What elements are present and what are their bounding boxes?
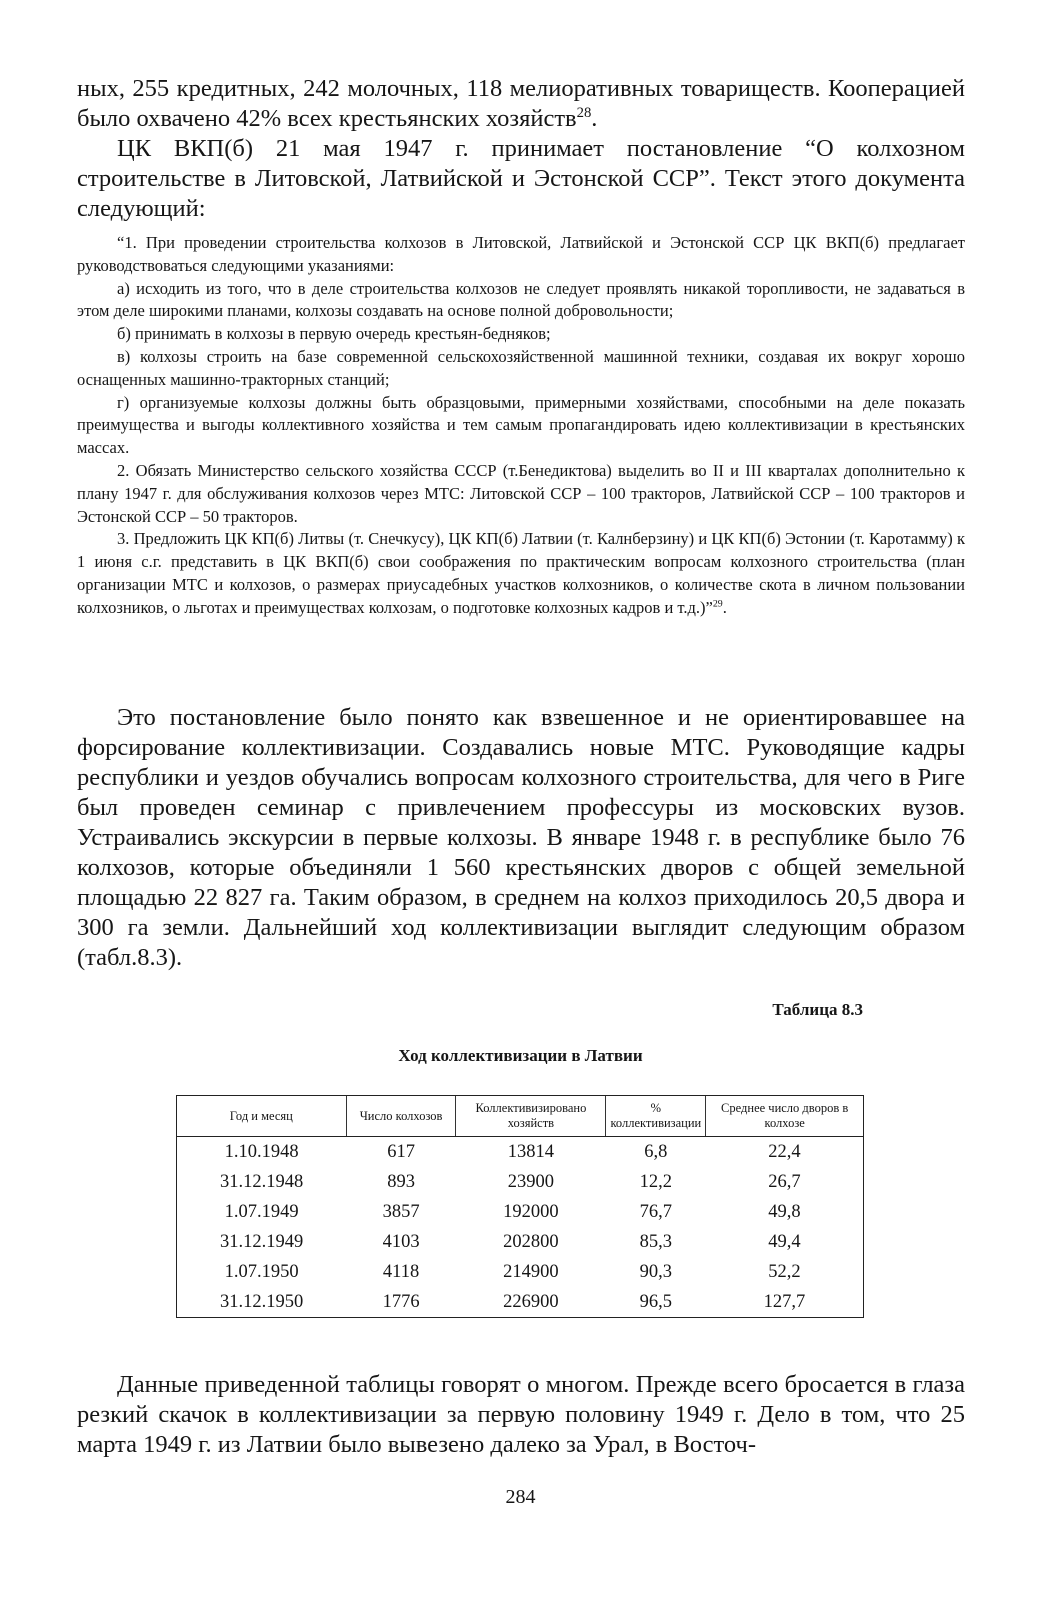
cell-percent: 85,3 <box>639 1231 673 1252</box>
page-number: 284 <box>505 1486 536 1508</box>
footnote-ref[interactable]: 29 <box>712 598 723 610</box>
paragraph-analysis: Это постановление было понято как взвешенное и не ориентировавшее на форсирование коллективизации. Создавались новые МТС. Руководящие кадры республики и уездов обучались вопросам колхозного строительства, для чего в Риге был проведен семинар с привлечением профессуры из московских вузов. Устраивались экскурсии в первые колхозы. В январе 1948 г. в республике было 76 колхозов, которые объединяли 1 560 крестьянских дворов с общей земельной площадью 22 827 га. Таким образом, в среднем на колхоз приходилось 20,5 двора и 300 га земли. Дальнейший ход коллективизации выглядит следующим образом (табл.8.3). <box>77 704 965 971</box>
cell-farms: 23900 <box>507 1171 555 1192</box>
cell-date: 1.07.1949 <box>177 1197 347 1227</box>
cell-average: 127,7 <box>706 1287 864 1318</box>
cell-farms: 214900 <box>503 1261 559 1282</box>
cell-average: 49,8 <box>706 1197 864 1227</box>
cell-percent: 6,8 <box>644 1141 668 1162</box>
table-row <box>177 1257 864 1287</box>
conclusion-text-block <box>77 1370 965 1460</box>
quote-item-a: а) исходить из того, что в деле строительства колхозов не следует проявлять никакой торопливости, не задаваться в этом деле широкими планами, колхозы создавать на основе полной добровольности; <box>77 278 965 321</box>
quote-item-c: в) колхозы строить на базе современной сельскохозяйственной машинной техники, создавая их вокруг хорошо оснащенных машинно-тракторных станций; <box>77 346 965 389</box>
cell-percent: 90,3 <box>639 1261 673 1282</box>
cell-farms: 13814 <box>507 1141 555 1162</box>
cell-average: 26,7 <box>706 1167 864 1197</box>
table-row <box>177 1167 864 1197</box>
collectivization-table <box>176 1095 864 1318</box>
cell-percent: 96,5 <box>606 1287 706 1318</box>
cell-farms: 202800 <box>503 1231 559 1252</box>
cell-farms: 192000 <box>503 1201 559 1222</box>
cell-date: 31.12.1948 <box>177 1167 347 1197</box>
table-row <box>177 1227 864 1257</box>
cell-kolkhozes: 4103 <box>382 1231 420 1252</box>
footnote-ref[interactable]: 28 <box>576 104 592 121</box>
table-header-row <box>177 1096 864 1137</box>
cell-percent: 76,7 <box>639 1201 673 1222</box>
cell-date: 31.12.1949 <box>177 1227 347 1257</box>
cell-kolkhozes: 617 <box>387 1141 415 1162</box>
cell-kolkhozes: 3857 <box>382 1201 420 1222</box>
header-collectivized-farms: Коллективизировано хозяйств <box>456 1096 606 1137</box>
analysis-text-block <box>77 703 965 973</box>
intro-text-block <box>77 74 965 224</box>
quote-item-3: 3. Предложить ЦК КП(б) Литвы (т. Снечкусу), ЦК КП(б) Латвии (т. Калнберзину) и ЦК КП(б) Эстонии (т. Каротамму) к 1 июня с.г. представить в ЦК ВКП(б) свои соображения по практическим вопросам колхозного строительства (план организации МТС и колхозов, о размерах приусадебных участков колхозников, о количестве скота в личном пользовании колхозников, о льготах и преимуществах колхозам, о подготовке колхозных кадров и т.д.)”$^{29}$. <box>77 529 965 617</box>
quote-item-d: г) организуемые колхозы должны быть образцовыми, примерными хозяйствами, способными на деле показать преимущества и выгоды коллективного хозяйства и тем самым пропагандировать идею коллективизации в крестьянских массах. <box>77 392 965 458</box>
cell-percent: 12,2 <box>639 1171 673 1192</box>
table-title: Ход коллективизации в Латвии <box>398 1046 643 1065</box>
header-year-month: Год и месяц <box>177 1096 347 1137</box>
cell-average: 22,4 <box>706 1137 864 1168</box>
header-percent: % коллективизации <box>606 1096 706 1137</box>
quote-item-2: 2. Обязать Министерство сельского хозяйства СССР (т.Бенедиктова) выделить во II и III кварталах дополнительно к плану 1947 г. для обслуживания колхозов через МТС: Литовской ССР – 100 тракторов, Латвийской ССР – 100 тракторов и Эстонской ССР – 50 тракторов. <box>77 460 965 526</box>
quote-item-b: б) принимать в колхозы в первую очередь крестьян-бедняков; <box>117 324 551 344</box>
paragraph-resolution-intro: ЦК ВКП(б) 21 мая 1947 г. принимает постановление “О колхозном строительстве в Литовской, Латвийской и Эстонской ССР”. Текст этого документа следующий: <box>77 135 965 222</box>
cell-kolkhozes: 4118 <box>382 1261 420 1282</box>
paragraph-conclusion: Данные приведенной таблицы говорят о многом. Прежде всего бросается в глаза резкий скачок в коллективизации за первую половину 1949 г. Дело в том, что 25 марта 1949 г. из Латвии было вывезено далеко за Урал, в Восточ- <box>77 1371 965 1458</box>
resolution-quote <box>77 232 965 620</box>
header-kolkhoz-count: Число колхозов <box>346 1096 456 1137</box>
table-row <box>177 1137 864 1168</box>
cell-average: 49,4 <box>706 1227 864 1257</box>
cell-kolkhozes: 1776 <box>346 1287 456 1318</box>
table-number: Таблица 8.3 <box>772 1000 863 1019</box>
quote-item-1: “1. При проведении строительства колхозов в Литовской, Латвийской и Эстонской ССР ЦК ВКП(б) предлагает руководствоваться следующими указаниями: <box>77 233 965 275</box>
cell-kolkhozes: 893 <box>387 1171 415 1192</box>
cell-date: 1.10.1948 <box>177 1137 347 1168</box>
header-avg-households: Среднее число дворов в колхозе <box>706 1096 864 1137</box>
cell-average: 52,2 <box>706 1257 864 1287</box>
paragraph-cooperatives: ных, 255 кредитных, 242 молочных, 118 мелиоративных товариществ. Кооперацией было охвачено 42% всех крестьянских хозяйств$^{28}$. <box>77 75 965 132</box>
cell-farms: 226900 <box>456 1287 606 1318</box>
table-row <box>177 1197 864 1227</box>
cell-date: 31.12.1950 <box>177 1287 347 1318</box>
cell-date: 1.07.1950 <box>177 1257 347 1287</box>
table-row <box>177 1287 864 1318</box>
